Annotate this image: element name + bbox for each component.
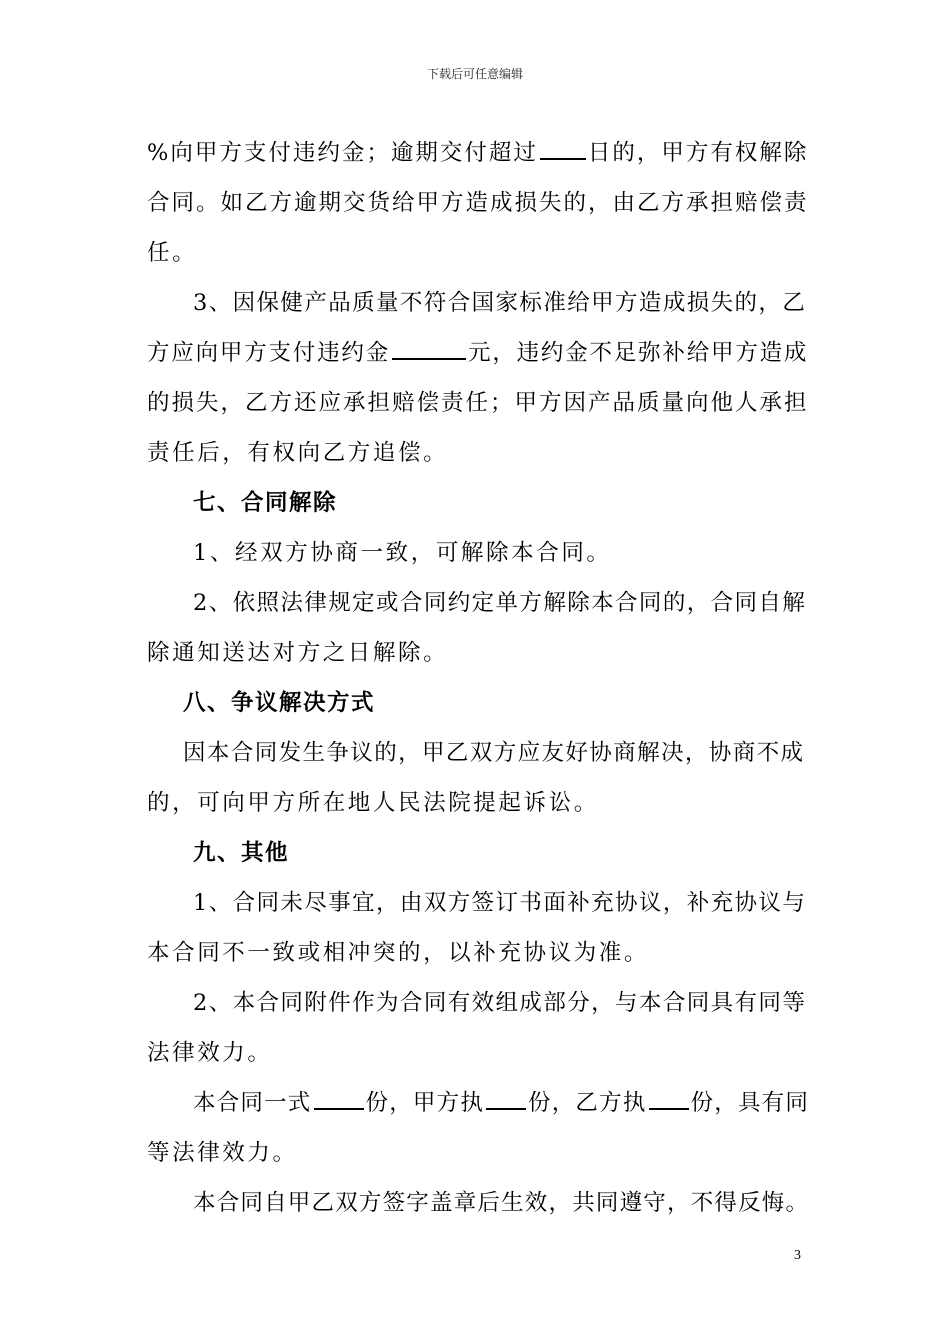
paragraph-line bbox=[193, 1088, 809, 1118]
paragraph-line: 合同。如乙方逾期交货给甲方造成损失的，由乙方承担赔偿责 bbox=[147, 190, 809, 216]
paragraph-line: 等法律效力。 bbox=[147, 1140, 298, 1166]
paragraph-line bbox=[147, 138, 808, 168]
blank-underline bbox=[314, 1107, 364, 1110]
text-segment: 元，违约金不足弥补给甲方造成 bbox=[468, 340, 809, 366]
paragraph-line: 1、合同未尽事宜，由双方签订书面补充协议，补充协议与 bbox=[193, 890, 807, 916]
paragraph-line: 3、因保健产品质量不符合国家标准给甲方造成损失的，乙 bbox=[193, 290, 807, 316]
paragraph-line bbox=[147, 338, 808, 368]
paragraph-line: 本合同不一致或相冲突的，以补充协议为准。 bbox=[147, 940, 650, 966]
paragraph-line: 本合同自甲乙双方签字盖章后生效，共同遵守，不得反悔。 bbox=[193, 1190, 810, 1216]
blank-underline bbox=[649, 1107, 689, 1110]
section-heading-9: 九、其他 bbox=[193, 840, 290, 866]
paragraph-line: 的，可向甲方所在地人民法院提起诉讼。 bbox=[147, 790, 599, 816]
paragraph-line: 2、本合同附件作为合同有效组成部分，与本合同具有同等 bbox=[193, 990, 807, 1016]
blank-underline bbox=[540, 157, 586, 160]
text-segment: 份，甲方执 bbox=[365, 1090, 485, 1116]
paragraph-line: 因本合同发生争议的，甲乙双方应友好协商解决，协商不成 bbox=[183, 740, 805, 766]
text-segment: 份，乙方执 bbox=[528, 1090, 647, 1116]
paragraph-line: 任。 bbox=[147, 240, 198, 266]
paragraph-line: 1、经双方协商一致，可解除本合同。 bbox=[193, 540, 612, 566]
paragraph-line: 的损失，乙方还应承担赔偿责任；甲方因产品质量向他人承担 bbox=[147, 390, 809, 416]
text-segment: 方应向甲方支付违约金 bbox=[147, 340, 391, 366]
paragraph-line: 除通知送达对方之日解除。 bbox=[147, 640, 449, 666]
page-header: 下载后可任意编辑 bbox=[426, 67, 523, 81]
text-segment: %向甲方支付违约金；逾期交付超过 bbox=[147, 140, 538, 166]
text-segment: 日的，甲方有权解除 bbox=[587, 140, 809, 166]
section-heading-7: 七、合同解除 bbox=[193, 490, 338, 516]
text-segment: 本合同一式 bbox=[193, 1090, 312, 1116]
paragraph-line: 法律效力。 bbox=[147, 1040, 273, 1066]
blank-underline bbox=[486, 1107, 526, 1110]
paragraph-line: 2、依照法律规定或合同约定单方解除本合同的，合同自解 bbox=[193, 590, 807, 616]
section-heading-8: 八、争议解决方式 bbox=[183, 690, 376, 716]
text-segment: 份，具有同 bbox=[690, 1090, 810, 1116]
page-number: 3 bbox=[794, 1248, 801, 1263]
paragraph-line: 责任后，有权向乙方追偿。 bbox=[147, 440, 449, 466]
blank-underline bbox=[392, 357, 466, 360]
